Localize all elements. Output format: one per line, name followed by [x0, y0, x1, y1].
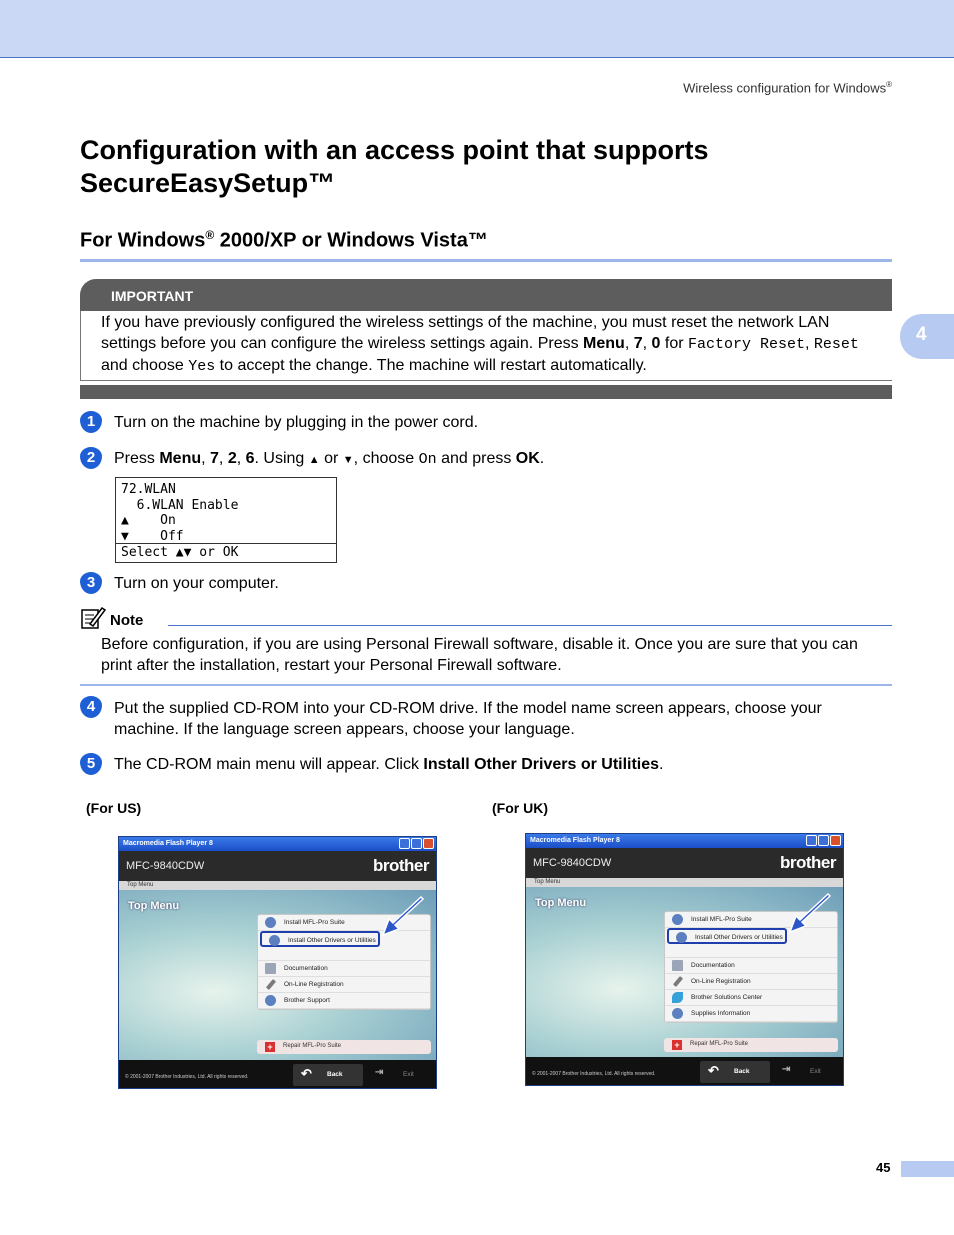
back-button[interactable]: ↶ Back	[293, 1064, 363, 1086]
menu-item-registration[interactable]: On-Line Registration	[258, 977, 430, 993]
menu-item-support[interactable]: Brother Support	[258, 993, 430, 1009]
step-number: 3	[80, 572, 102, 594]
chapter-tab: 4	[900, 314, 954, 359]
maximize-icon[interactable]	[411, 838, 422, 849]
screenshot-uk	[525, 833, 844, 1086]
menu-item-install-other[interactable]: Install Other Drivers or Utilities	[260, 931, 380, 947]
model-name: MFC-9840CDW	[533, 857, 612, 869]
important-text: If you have previously configured the wireless settings of the machine, you must reset the network LAN settings before you can configure the wireless settings again. Press Menu, 7, 0 for Factory Reset, Reset and choose Yes to accept the change. The machine will restart automatically.	[101, 314, 859, 375]
globe-icon	[676, 932, 687, 943]
exit-button[interactable]: ⇥ Exit	[782, 1064, 821, 1075]
menu-heading: Top Menu	[128, 900, 180, 912]
menu-item-install-suite[interactable]: Install MFL-Pro Suite	[258, 915, 430, 931]
step-text: Press Menu, 7, 2, 6. Using ▲ or ▼, choose On and press OK.	[114, 450, 545, 468]
minimize-icon[interactable]	[399, 838, 410, 849]
heading-rule	[80, 259, 892, 262]
pen-icon	[673, 976, 683, 987]
menu-canvas	[119, 890, 436, 1060]
running-head: Wireless configuration for Windows®	[683, 80, 892, 96]
back-icon: ↶	[708, 1063, 719, 1078]
app-header	[119, 851, 436, 881]
document-icon	[672, 960, 683, 971]
copyright: © 2001-2007 Brother Industries, Ltd. All rights reserved.	[125, 1074, 249, 1080]
document-icon	[265, 963, 276, 974]
menu-item-solutions-center[interactable]: Brother Solutions Center	[665, 990, 837, 1006]
minimize-icon[interactable]	[806, 835, 817, 846]
step-number: 1	[80, 411, 102, 433]
pen-icon	[266, 979, 276, 990]
step-number: 2	[80, 447, 102, 469]
step-text: Turn on your computer.	[114, 575, 279, 592]
copyright: © 2001-2007 Brother Industries, Ltd. All rights reserved.	[532, 1071, 656, 1077]
exit-icon: ⇥	[375, 1067, 384, 1078]
section-heading: For Windows® 2000/XP or Windows Vista™	[80, 228, 488, 252]
close-icon[interactable]	[830, 835, 841, 846]
window-titlebar: Macromedia Flash Player 8	[526, 834, 843, 848]
page-title: Configuration with an access point that supports SecureEasySetup™	[80, 135, 709, 198]
important-header: IMPORTANT	[80, 279, 892, 311]
menu-item-documentation[interactable]: Documentation	[665, 958, 837, 974]
app-header	[526, 848, 843, 878]
step-text: Turn on the machine by plugging in the power cord.	[114, 414, 479, 431]
step-text: Put the supplied CD-ROM into your CD-ROM drive. If the model name screen appears, choose your machine. If the language screen appears, choose your language.	[114, 700, 822, 738]
step-text: The CD-ROM main menu will appear. Click Install Other Drivers or Utilities.	[114, 756, 664, 773]
solutions-icon	[672, 992, 683, 1003]
down-arrow-icon: ▼	[342, 454, 354, 466]
model-name: MFC-9840CDW	[126, 860, 205, 872]
brother-logo: brother	[780, 853, 836, 872]
breadcrumb: Top Menu	[526, 878, 843, 887]
globe-icon	[269, 935, 280, 946]
step-number: 4	[80, 696, 102, 718]
bottom-bar	[526, 1057, 843, 1086]
note-rule	[168, 625, 892, 626]
exit-icon: ⇥	[782, 1064, 791, 1075]
important-footer	[80, 385, 892, 399]
menu-item-registration[interactable]: On-Line Registration	[665, 974, 837, 990]
lcd-display: 72.WLAN 6.WLAN Enable ▲ On ▼ Off Select ▲▼ or OK	[115, 477, 337, 563]
screenshot-us	[118, 836, 437, 1089]
menu-item-documentation[interactable]: Documentation	[258, 961, 430, 977]
note-text: Before configuration, if you are using Personal Firewall software, disable it. Once you are sure that you can print after the installation, restart your Personal Firewall software.	[101, 636, 858, 674]
caption-us: (For US)	[86, 800, 142, 816]
note-rule	[80, 684, 892, 686]
repair-button[interactable]: + Repair MFL-Pro Suite	[257, 1040, 431, 1054]
repair-icon: +	[265, 1042, 275, 1052]
menu-heading: Top Menu	[535, 897, 587, 909]
globe-icon	[265, 917, 276, 928]
menu-item-install-other[interactable]: Install Other Drivers or Utilities	[667, 928, 787, 944]
maximize-icon[interactable]	[818, 835, 829, 846]
globe-icon	[265, 995, 276, 1006]
back-icon: ↶	[301, 1066, 312, 1081]
bottom-bar	[119, 1060, 436, 1089]
pointer-arrow-icon	[381, 895, 427, 939]
top-band	[0, 0, 954, 58]
caption-uk: (For UK)	[492, 800, 548, 816]
repair-icon: +	[672, 1040, 682, 1050]
important-border	[80, 311, 81, 381]
step-number: 5	[80, 753, 102, 775]
up-arrow-icon: ▲	[308, 454, 320, 466]
window-titlebar: Macromedia Flash Player 8	[119, 837, 436, 851]
page-number-bar	[901, 1161, 954, 1177]
menu-item-install-suite[interactable]: Install MFL-Pro Suite	[665, 912, 837, 928]
note-icon	[80, 606, 106, 630]
exit-button[interactable]: ⇥ Exit	[375, 1067, 414, 1078]
note-label: Note	[110, 612, 144, 629]
brother-logo: brother	[373, 856, 429, 875]
important-rule	[80, 380, 892, 381]
pointer-arrow-icon	[788, 892, 834, 936]
page-number: 45	[876, 1160, 891, 1175]
menu-canvas	[526, 887, 843, 1057]
back-button[interactable]: ↶ Back	[700, 1061, 770, 1083]
globe-icon	[672, 914, 683, 925]
menu-item-supplies[interactable]: Supplies Information	[665, 1006, 837, 1022]
close-icon[interactable]	[423, 838, 434, 849]
repair-button[interactable]: + Repair MFL-Pro Suite	[664, 1038, 838, 1052]
globe-icon	[672, 1008, 683, 1019]
breadcrumb: Top Menu	[119, 881, 436, 890]
